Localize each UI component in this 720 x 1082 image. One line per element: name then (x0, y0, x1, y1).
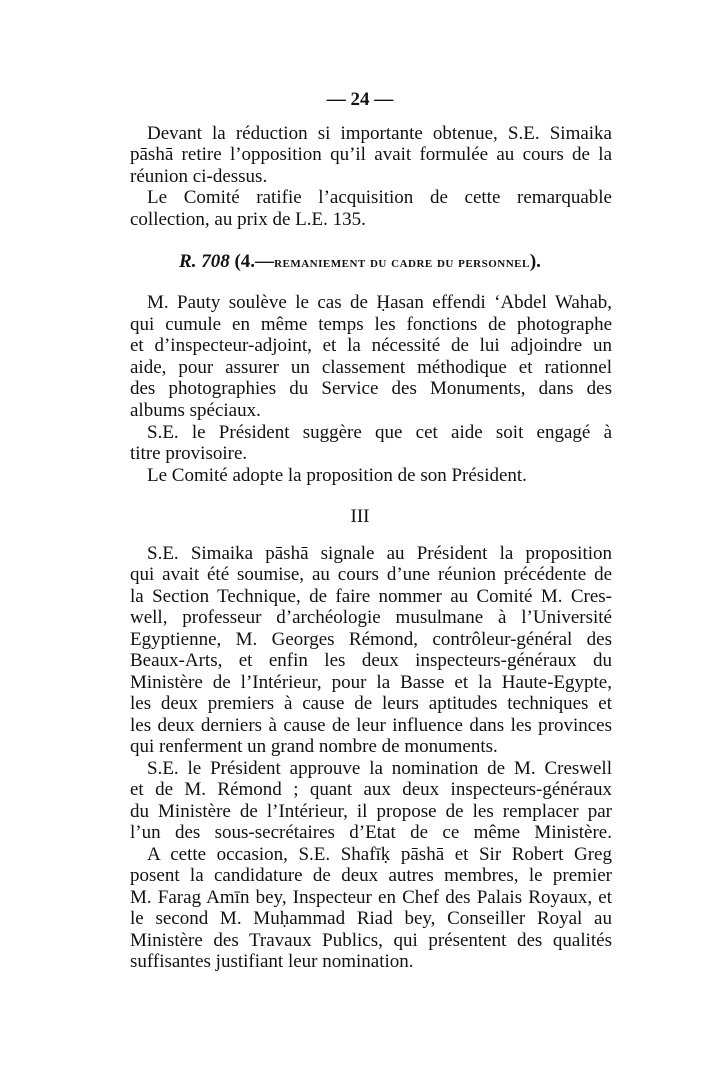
text-line: Beaux-Arts, et enfin les deux inspecteurs-généraux du (130, 650, 612, 671)
text-line: M. Farag Amīn bey, Inspecteur en Chef des Palais Royaux, et (130, 887, 612, 908)
text-line: qui cumule en même temps les fonctions de photographe (130, 314, 612, 335)
text-line: des photographies du Service des Monuments, dans des (130, 378, 612, 399)
text-line: S.E. le Président suggère que cet aide soit engagé à (147, 422, 612, 443)
text-line: well, professeur d’archéologie musulmane à l’Université (130, 607, 612, 628)
text-line: et d’inspecteur-adjoint, et la nécessité de lui adjoindre un (130, 335, 612, 356)
text-line: posent la candidature de deux autres membres, le premier (130, 865, 612, 886)
text-line: et de M. Rémond ; quant aux deux inspecteurs-généraux (130, 779, 612, 800)
text-line: titre provisoire. (130, 443, 248, 464)
text-line: qui avait été soumise, au cours d’une réunion précédente de (130, 564, 612, 585)
text-line: Le Comité adopte la proposition de son Président. (147, 465, 527, 486)
text-line: A cette occasion, S.E. Shafīḳ pāshā et Sir Robert Greg (147, 844, 612, 865)
text-line: réunion ci-dessus. (130, 166, 268, 187)
text-line: la Section Technique, de faire nommer au Comité M. Cres- (130, 586, 612, 607)
text-line: suffisantes justifiant leur nomination. (130, 951, 414, 972)
text-line: M. Pauty soulève le cas de Ḥasan effendi ‘Abdel Wahab, (147, 292, 612, 313)
section-heading (0, 251, 720, 273)
heading-number: (4.— (234, 251, 275, 272)
section-number: III (350, 506, 370, 527)
heading-title: remaniement du cadre du personnel (274, 255, 530, 271)
text-line: qui renferment un grand nombre de monuments. (130, 736, 498, 757)
text-line: les deux derniers à cause de leur influence dans les provinces (130, 715, 612, 736)
text-line: S.E. le Président approuve la nomination de M. Creswell (147, 758, 612, 779)
text-line: collection, au prix de L.E. 135. (130, 209, 366, 230)
heading-ref: R. 708 (179, 251, 230, 272)
text-line: du Ministère de l’Intérieur, il propose de les remplacer par (130, 801, 612, 822)
page-number: — 24 — (326, 89, 394, 110)
text-line: S.E. Simaika pāshā signale au Président la proposition (147, 543, 612, 564)
text-line: les deux premiers à cause de leurs aptitudes techniques et (130, 693, 612, 714)
text-line: Devant la réduction si importante obtenue, S.E. Simaika (147, 123, 612, 144)
text-line: pāshā retire l’opposition qu’il avait formulée au cours de la (130, 144, 612, 165)
heading-close: ). (529, 251, 541, 272)
text-line: Ministère de l’Intérieur, pour la Basse et la Haute-Egypte, (130, 672, 612, 693)
text-line: Egyptienne, M. Georges Rémond, contrôleur-général des (130, 629, 612, 650)
text-line: Le Comité ratifie l’acquisition de cette remarquable (147, 187, 612, 208)
text-line: l’un des sous-secrétaires d’Etat de ce même Ministère. (130, 822, 612, 843)
text-line: aide, pour assurer un classement méthodique et rationnel (130, 357, 612, 378)
text-line: Ministère des Travaux Publics, qui présentent des qualités (130, 930, 612, 951)
text-line: le second M. Muḥammad Riad bey, Conseiller Royal au (130, 908, 612, 929)
text-line: albums spéciaux. (130, 400, 261, 421)
